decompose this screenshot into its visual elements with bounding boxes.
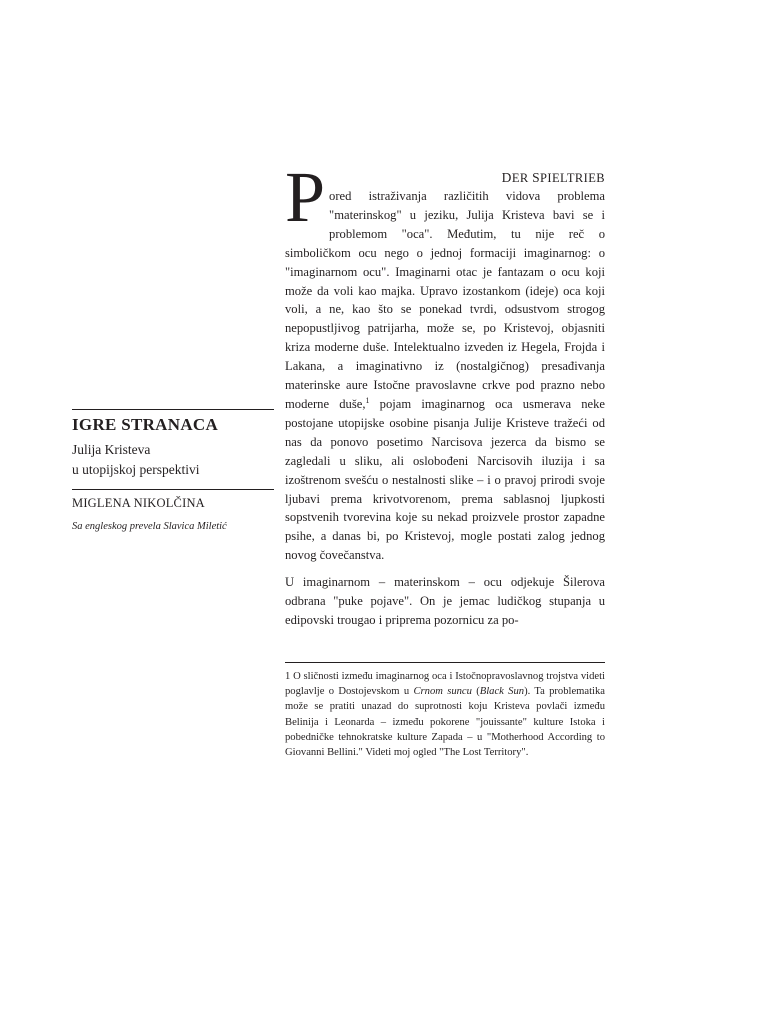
article-title-block <box>72 409 274 534</box>
author-name: MIGLENA NIKOLČINA <box>72 496 205 510</box>
title-top-rule <box>72 409 274 410</box>
footnote-rule <box>285 662 605 663</box>
subtitle-line-1: Julija Kristeva <box>72 442 151 457</box>
title-bottom-rule <box>72 489 274 490</box>
paragraph-1: ored istraživanja različitih vidova problema "materinskog" u jeziku, Julija Kristeva bavi se i problemom "oca". Međutim, tu nije reč o simboličkom ocu nego o jednoj formaciji imaginarnog: o "imaginarnom ocu". Imaginarni otac je fantazam o ocu koji može da voli kao majka. Upravo izostankom (ideje) oca koji voli, a ne, kao što se ponekad tvrdi, odsustvom strogog nepopustljivog patrijarha, može se, po Kristevoj, objasniti kriza moderne duše. Intelektualno izveden iz Hegela, Frojda i Lakana, a imaginativno iz (nostalgičnog) presađivanja materinske aure Istočne pravoslavne crkve pod prazno nebo moderne duše,$^1$ pojam imaginarnog oca usmerava neke postojane utopijske osobine pisanja Julije Kristeve tražeći od nas da ponovo posetimo Narcisova jezerca da bismo se zagledali u sliku, ali oslobođeni Narcisovih iluzija i sa izoštrenom svešću o nestalnosti slike – i o pravoj prirodi svoje ljubavi prema krivotvorenom, prema sablasnoj ljupkosti sopstvenih tvorevina koje su nekad proizvele prostor zapadne psihe, a danas bi, po Kristevoj, mogle postati zalog jednog novog čovečanstva. <box>285 189 606 563</box>
article-title: IGRE STRANACA <box>72 415 219 434</box>
main-text-column <box>285 157 605 630</box>
running-head: DER SPIELTRIEB <box>501 170 605 185</box>
article-subtitle <box>72 440 274 480</box>
footnote-text: 1 O sličnosti između imaginarnog oca i Istočnopravoslavnog trojstva videti poglavlje o Dostojevskom u Crnom suncu (Black Sun). Ta problematika može se pratiti unazad do suprotnosti koju Kristeva povlači između Belinija i Leonarda – između pokorene "jouissante" kulture Istoka i pobedničke tehnokratske kulture Zapada – u "Motherhood According to Giovanni Bellini." Videti moj ogled "The Lost Territory". <box>285 671 606 759</box>
footnote-number: 1 <box>285 671 291 682</box>
footnote-reference: 1 <box>365 395 370 405</box>
translator-credit: Sa engleskog prevela Slavica Miletić <box>72 521 227 532</box>
paragraph-2: U imaginarnom – materinskom – ocu odjekuje Šilerova odbrana "puke pojave". On je jemac ludičkog stupanja u edipovski trougao i priprema pozornicu za po- <box>285 575 605 627</box>
opening-block <box>285 157 606 565</box>
drop-cap: P <box>285 157 326 237</box>
subtitle-line-2: u utopijskoj perspektivi <box>72 462 200 477</box>
footnote-block <box>285 662 605 760</box>
